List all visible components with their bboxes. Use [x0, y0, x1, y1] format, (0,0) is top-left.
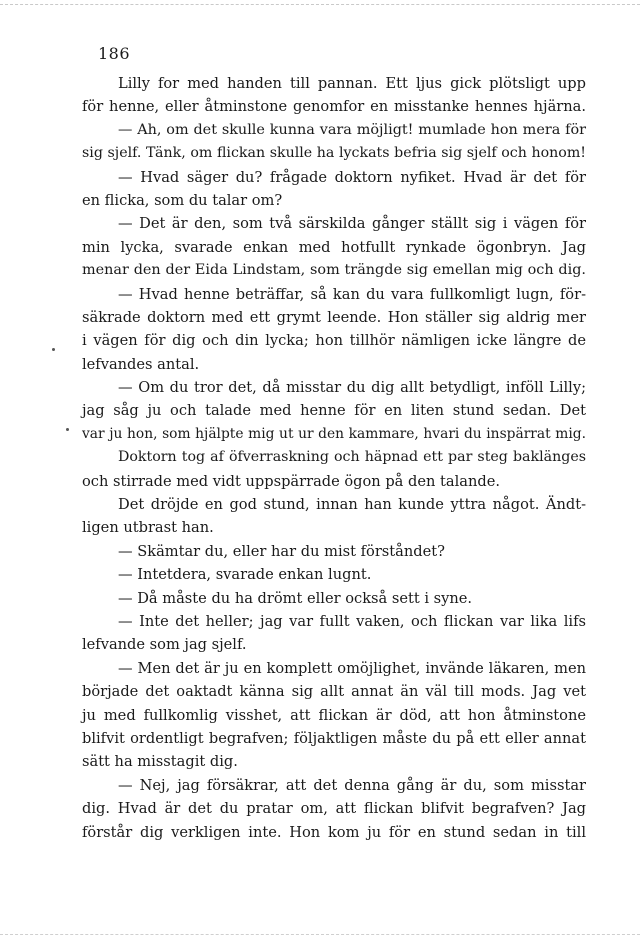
text-line: lefvandes antal. [82, 355, 200, 373]
text-line: — Då måste du ha drömt eller också sett i syne. [118, 589, 473, 607]
text-line: dig. Hvad är det du pratar om, att flickan blifvit begrafven? Jag [82, 800, 586, 818]
page-number: 186 [98, 44, 131, 63]
text-line: var ju hon, som hjälpte mig ut ur den kammare, hvari du inspärrat mig. [82, 425, 586, 442]
text-line: — Skämtar du, eller har du mist förståndet? [118, 542, 445, 560]
text-line: i vägen för dig och din lycka; hon tillhör nämligen icke längre de [82, 332, 586, 350]
text-line: och stirrade med vidt uppspärrade ögon på den talande. [82, 472, 500, 490]
text-line: — Intetdera, svarade enkan lugnt. [118, 566, 372, 584]
text-line: en flicka, som du talar om? [82, 191, 283, 209]
text-line: ligen utbrast han. [82, 519, 214, 537]
text-line: min lycka, svarade enkan med hotfullt rynkade ögonbryn. Jag [82, 238, 586, 256]
text-line: för henne, eller åtminstone genomfor en misstanke hennes hjärna. [82, 98, 586, 116]
text-line: sig sjelf. Tänk, om flickan skulle ha lyckats befria sig sjelf och honom! [82, 145, 586, 162]
text-line: — Inte det heller; jag var fullt vaken, och flickan var lika lifs [118, 612, 586, 630]
text-line: jag såg ju och talade med henne för en liten stund sedan. Det [82, 402, 586, 420]
text-line: menar den der Eida Lindstam, som trängde sig emellan mig och dig. [82, 262, 586, 279]
text-line: — Hvad säger du? frågade doktorn nyfiket. Hvad är det för [118, 168, 586, 186]
text-line: säkrade doktorn med ett grymt leende. Hon ställer sig aldrig mer [82, 308, 586, 326]
text-line: förstår dig verkligen inte. Hon kom ju för en stund sedan in till [82, 823, 586, 841]
text-line: — Det är den, som två särskilda gånger ställt sig i vägen för [118, 215, 586, 233]
text-line: — Men det är ju en komplett omöjlighet, invände läkaren, men [118, 659, 586, 677]
top-scan-edge [0, 4, 640, 5]
text-line: — Hvad henne beträffar, så kan du vara fullkomligt lugn, för- [118, 285, 586, 303]
text-line: — Ah, om det skulle kunna vara möjligt! mumlade hon mera för [118, 121, 586, 138]
text-line: Doktorn tog af öfverraskning och häpnad ett par steg baklänges [118, 449, 586, 466]
text-line: Det dröjde en god stund, innan han kunde yttra något. Ändt- [118, 496, 586, 514]
text-line: ju med fullkomlig visshet, att flickan är död, att hon åtminstone [82, 706, 586, 724]
text-line: blifvit ordentligt begrafven; följaktligen måste du på ett eller annat [82, 729, 586, 747]
text-line: — Nej, jag försäkrar, att det denna gång är du, som misstar [118, 776, 586, 794]
text-line: började det oaktadt känna sig allt annat än väl till mods. Jag vet [82, 683, 586, 701]
body-text [82, 72, 586, 844]
scan-speck [66, 428, 69, 431]
text-line: lefvande som jag sjelf. [82, 636, 247, 654]
text-line: — Om du tror det, då misstar du dig allt betydligt, inföll Lilly; [118, 379, 586, 397]
bottom-scan-edge [0, 934, 640, 935]
text-line: sätt ha misstagit dig. [82, 753, 238, 771]
text-line: Lilly for med handen till pannan. Ett ljus gick plötsligt upp [118, 75, 586, 92]
scan-speck [52, 348, 55, 351]
